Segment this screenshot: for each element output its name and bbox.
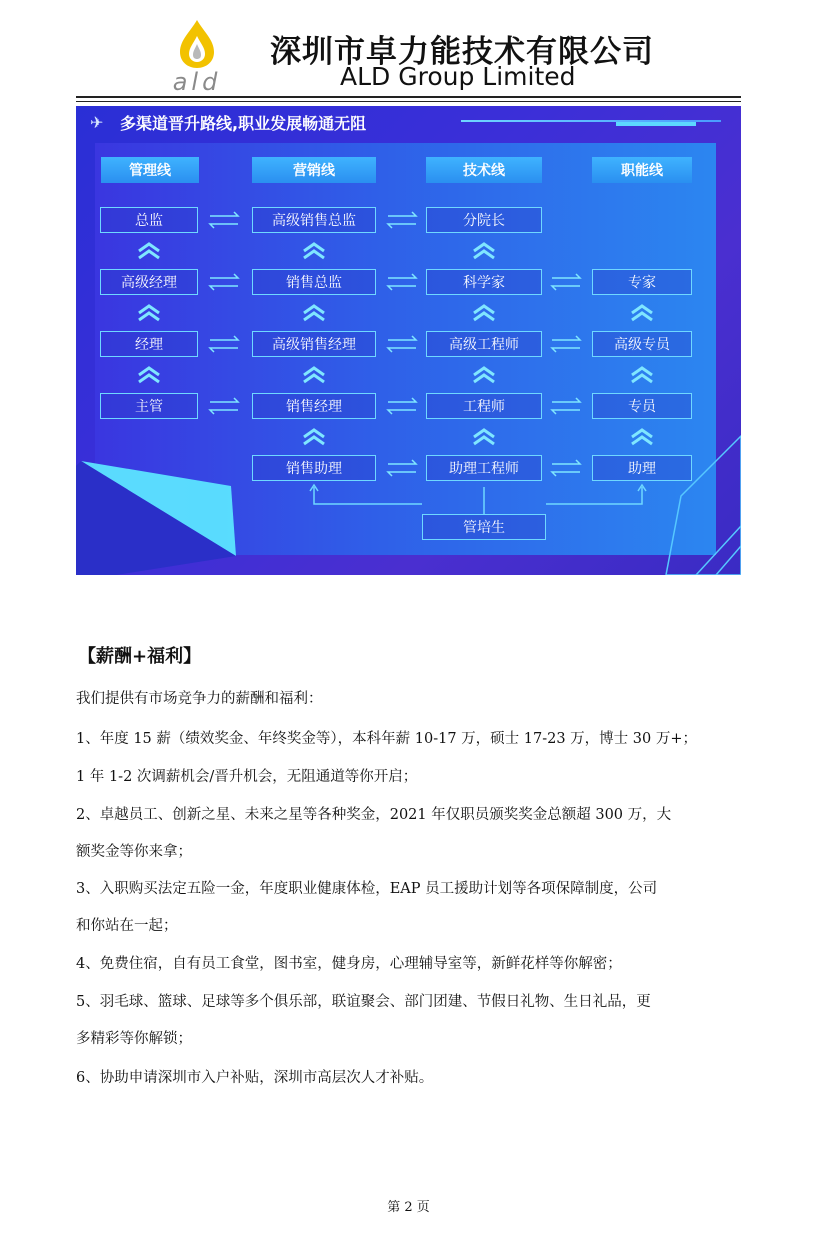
swap-arrows-icon	[210, 212, 238, 228]
column-header-management: 管理线	[101, 157, 199, 183]
swap-arrows-icon	[552, 460, 580, 476]
benefit-line: 1、年度 15 薪（绩效奖金、年终奖金等），本科年薪 10-17 万，硕士 17-23 万，博士 30 万+；	[76, 731, 697, 747]
role-box: 助理	[592, 455, 692, 481]
company-name-en: ALD Group Limited	[340, 62, 576, 91]
column-header-functional: 职能线	[592, 157, 692, 183]
role-box: 高级专员	[592, 331, 692, 357]
page-number: 第 2 页	[387, 1200, 430, 1215]
role-box: 销售助理	[252, 455, 376, 481]
role-box: 助理工程师	[426, 455, 542, 481]
swap-arrows-icon	[388, 336, 416, 352]
role-box: 专员	[592, 393, 692, 419]
swap-arrows-icon	[388, 274, 416, 290]
swap-arrows-icon	[552, 274, 580, 290]
benefit-line: 6、协助申请深圳市入户补贴，深圳市高层次人才补贴。	[76, 1070, 434, 1086]
column-header-technical: 技术线	[426, 157, 542, 183]
benefit-line: 2、卓越员工、创新之星、未来之星等各种奖金，2021 年仅职员颁奖奖金总额超 300 万，大	[76, 807, 672, 823]
column-header-marketing: 营销线	[252, 157, 376, 183]
svg-text:ald: ald	[172, 68, 222, 93]
header-rule-thin	[76, 101, 741, 102]
benefit-line: 多精彩等你解锁；	[76, 1031, 192, 1047]
role-box-trainee: 管培生	[422, 514, 546, 540]
role-box: 分院长	[426, 207, 542, 233]
page-header	[0, 0, 817, 105]
company-name-cn: 深圳市卓力能技术有限公司	[270, 34, 654, 70]
swap-arrows-icon	[552, 336, 580, 352]
swap-arrows-icon	[210, 274, 238, 290]
banner-title: 多渠道晋升路线,职业发展畅通无阻	[120, 114, 367, 133]
benefit-line: 5、羽毛球、篮球、足球等多个俱乐部，联谊聚会、部门团建、节假日礼物、生日礼品，更	[76, 994, 651, 1010]
career-path-banner	[76, 106, 741, 575]
swap-arrows-icon	[552, 398, 580, 414]
role-box: 销售总监	[252, 269, 376, 295]
section-heading: 【薪酬+福利】	[78, 646, 202, 667]
rocket-icon: ✈	[90, 113, 104, 132]
role-box: 科学家	[426, 269, 542, 295]
role-box: 高级销售经理	[252, 331, 376, 357]
benefit-line: 和你站在一起；	[76, 918, 178, 934]
intro-text: 我们提供有市场竞争力的薪酬和福利：	[76, 691, 323, 707]
swap-arrows-icon	[388, 460, 416, 476]
role-box: 高级销售总监	[252, 207, 376, 233]
swap-arrows-icon	[388, 398, 416, 414]
role-box: 高级工程师	[426, 331, 542, 357]
transfer-arrows	[76, 106, 741, 575]
role-box: 经理	[100, 331, 198, 357]
role-box: 总监	[100, 207, 198, 233]
ald-logo	[150, 18, 245, 93]
role-box: 销售经理	[252, 393, 376, 419]
header-rule	[76, 96, 741, 98]
role-box: 工程师	[426, 393, 542, 419]
benefit-line: 额奖金等你来拿；	[76, 844, 192, 860]
benefit-line: 1 年 1-2 次调薪机会/晋升机会，无阻通道等你开启；	[76, 769, 418, 785]
benefit-line: 4、免费住宿，自有员工食堂，图书室，健身房，心理辅导室等，新鲜花样等你解密；	[76, 956, 622, 972]
benefit-line: 3、入职购买法定五险一金，年度职业健康体检，EAP 员工援助计划等各项保障制度，公司	[76, 881, 658, 897]
role-box: 高级经理	[100, 269, 198, 295]
role-box: 主管	[100, 393, 198, 419]
swap-arrows-icon	[388, 212, 416, 228]
swap-arrows-icon	[210, 398, 238, 414]
role-box: 专家	[592, 269, 692, 295]
swap-arrows-icon	[210, 336, 238, 352]
